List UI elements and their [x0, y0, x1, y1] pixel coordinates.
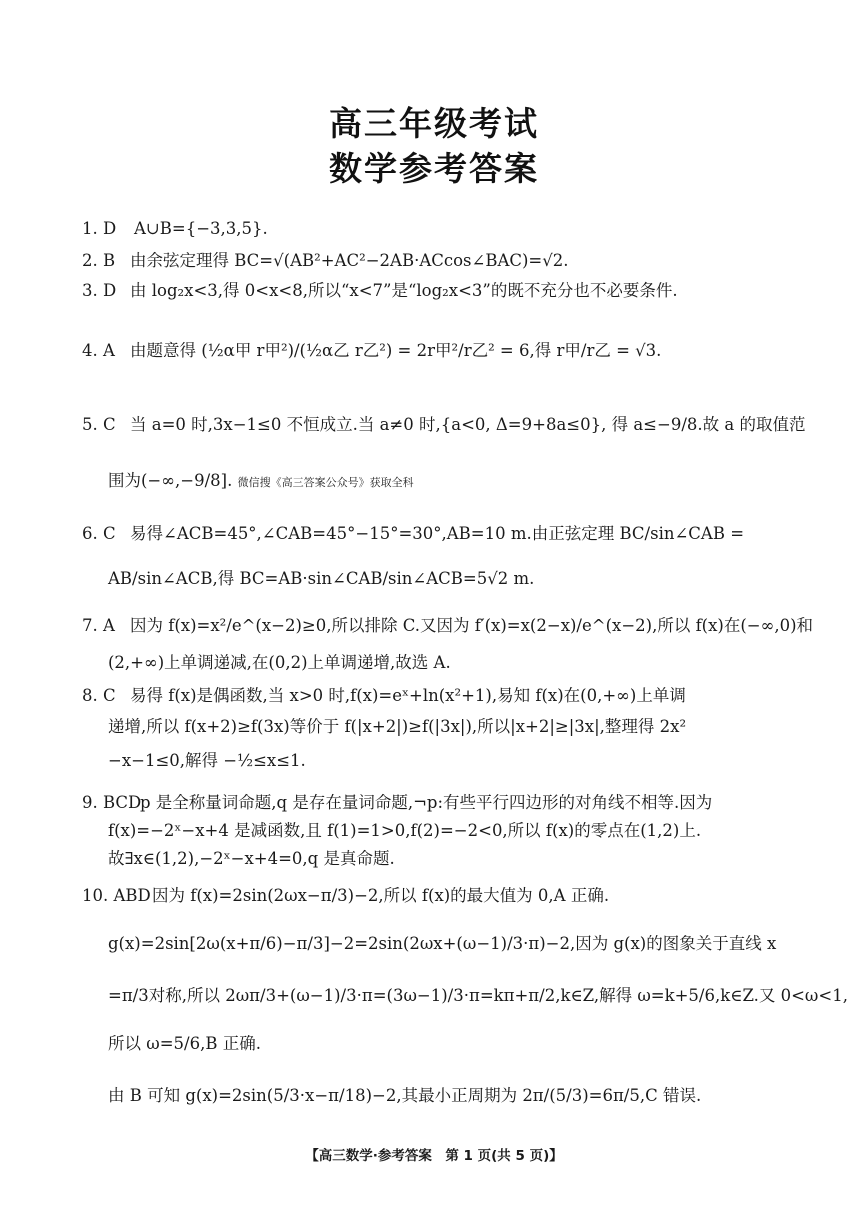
answer-text-9-line2: f(x)=−2ˣ−x+4 是减函数,且 f(1)=1>0,f(2)=−2<0,所以 f(x)的零点在(1,2)上.	[108, 821, 702, 840]
answer-number-8: 8. C	[82, 686, 116, 705]
answer-number-3: 3. D	[82, 281, 117, 300]
answer-text-7-line1: 因为 f(x)=x²/e^(x−2)≥0,所以排除 C.又因为 f′(x)=x(2−x)/e^(x−2),所以 f(x)在(−∞,0)和	[130, 616, 814, 635]
answer-number-7: 7. A	[82, 616, 115, 635]
answer-text-9-line1: p 是全称量词命题,q 是存在量词命题,¬p:有些平行四边形的对角线不相等.因为	[140, 793, 713, 812]
page-footer: 【高三数学·参考答案 第 1 页(共 5 页)】	[305, 1148, 563, 1164]
answer-text-6-line1: 易得∠ACB=45°,∠CAB=45°−15°=30°,AB=10 m.由正弦定理 BC/sin∠CAB =	[130, 524, 745, 543]
page-subtitle: 数学参考答案	[329, 149, 539, 188]
answer-text-5-line1: 当 a=0 时,3x−1≤0 不恒成立.当 a≠0 时,{a<0, Δ=9+8a≤0}, 得 a≤−9/8.故 a 的取值范	[130, 415, 806, 434]
answer-text-7-line2: (2,+∞)上单调递减,在(0,2)上单调递增,故选 A.	[108, 653, 451, 672]
answer-text-5-line2-main: 围为(−∞,−9/8].	[108, 471, 233, 490]
answer-number-10: 10. ABD	[82, 886, 151, 905]
answer-text-9-line3: 故∃x∈(1,2),−2ˣ−x+4=0,q 是真命题.	[108, 849, 395, 868]
answer-text-8-line2: 递增,所以 f(x+2)≥f(3x)等价于 f(|x+2|)≥f(|3x|),所以|x+2|≥|3x|,整理得 2x²	[108, 717, 687, 736]
answer-number-5: 5. C	[82, 415, 116, 434]
answer-text-10-line2: g(x)=2sin[2ω(x+π/6)−π/3]−2=2sin(2ωx+(ω−1)/3·π)−2,因为 g(x)的图象关于直线 x	[108, 934, 777, 953]
answer-number-9: 9. BCD	[82, 793, 142, 812]
answer-text-8-line3: −x−1≤0,解得 −½≤x≤1.	[108, 751, 306, 770]
answer-text-2: 由余弦定理得 BC=√(AB²+AC²−2AB·ACcos∠BAC)=√2.	[130, 251, 569, 270]
watermark-text: 微信搜《高三答案公众号》获取全科	[237, 476, 414, 489]
page-title: 高三年级考试	[329, 104, 539, 143]
answer-text-10-line5: 由 B 可知 g(x)=2sin(5/3·x−π/18)−2,其最小正周期为 2π/(5/3)=6π/5,C 错误.	[108, 1086, 702, 1105]
answer-text-8-line1: 易得 f(x)是偶函数,当 x>0 时,f(x)=eˣ+ln(x²+1),易知 f(x)在(0,+∞)上单调	[130, 686, 686, 705]
answer-text-6-line2: AB/sin∠ACB,得 BC=AB·sin∠CAB/sin∠ACB=5√2 m.	[108, 569, 535, 588]
answer-text-1: A∪B={−3,3,5}.	[134, 219, 268, 238]
answer-number-4: 4. A	[82, 341, 115, 360]
answer-number-1: 1. D	[82, 219, 117, 238]
answer-number-2: 2. B	[82, 251, 116, 270]
answer-text-10-line4: 所以 ω=5/6,B 正确.	[108, 1034, 261, 1053]
answer-number-6: 6. C	[82, 524, 116, 543]
answer-text-3: 由 log₂x<3,得 0<x<8,所以“x<7”是“log₂x<3”的既不充分也不必要条件.	[130, 281, 678, 300]
answer-text-10-line1: 因为 f(x)=2sin(2ωx−π/3)−2,所以 f(x)的最大值为 0,A 正确.	[152, 886, 610, 905]
answer-text-5-line2	[108, 470, 808, 494]
answer-text-4: 由题意得 (½α甲 r甲²)/(½α乙 r乙²) = 2r甲²/r乙² = 6,得 r甲/r乙 = √3.	[130, 341, 662, 360]
answer-text-10-line3: =π/3对称,所以 2ωπ/3+(ω−1)/3·π=(3ω−1)/3·π=kπ+π/2,k∈Z,解得 ω=k+5/6,k∈Z.又 0<ω<1,	[108, 986, 848, 1005]
